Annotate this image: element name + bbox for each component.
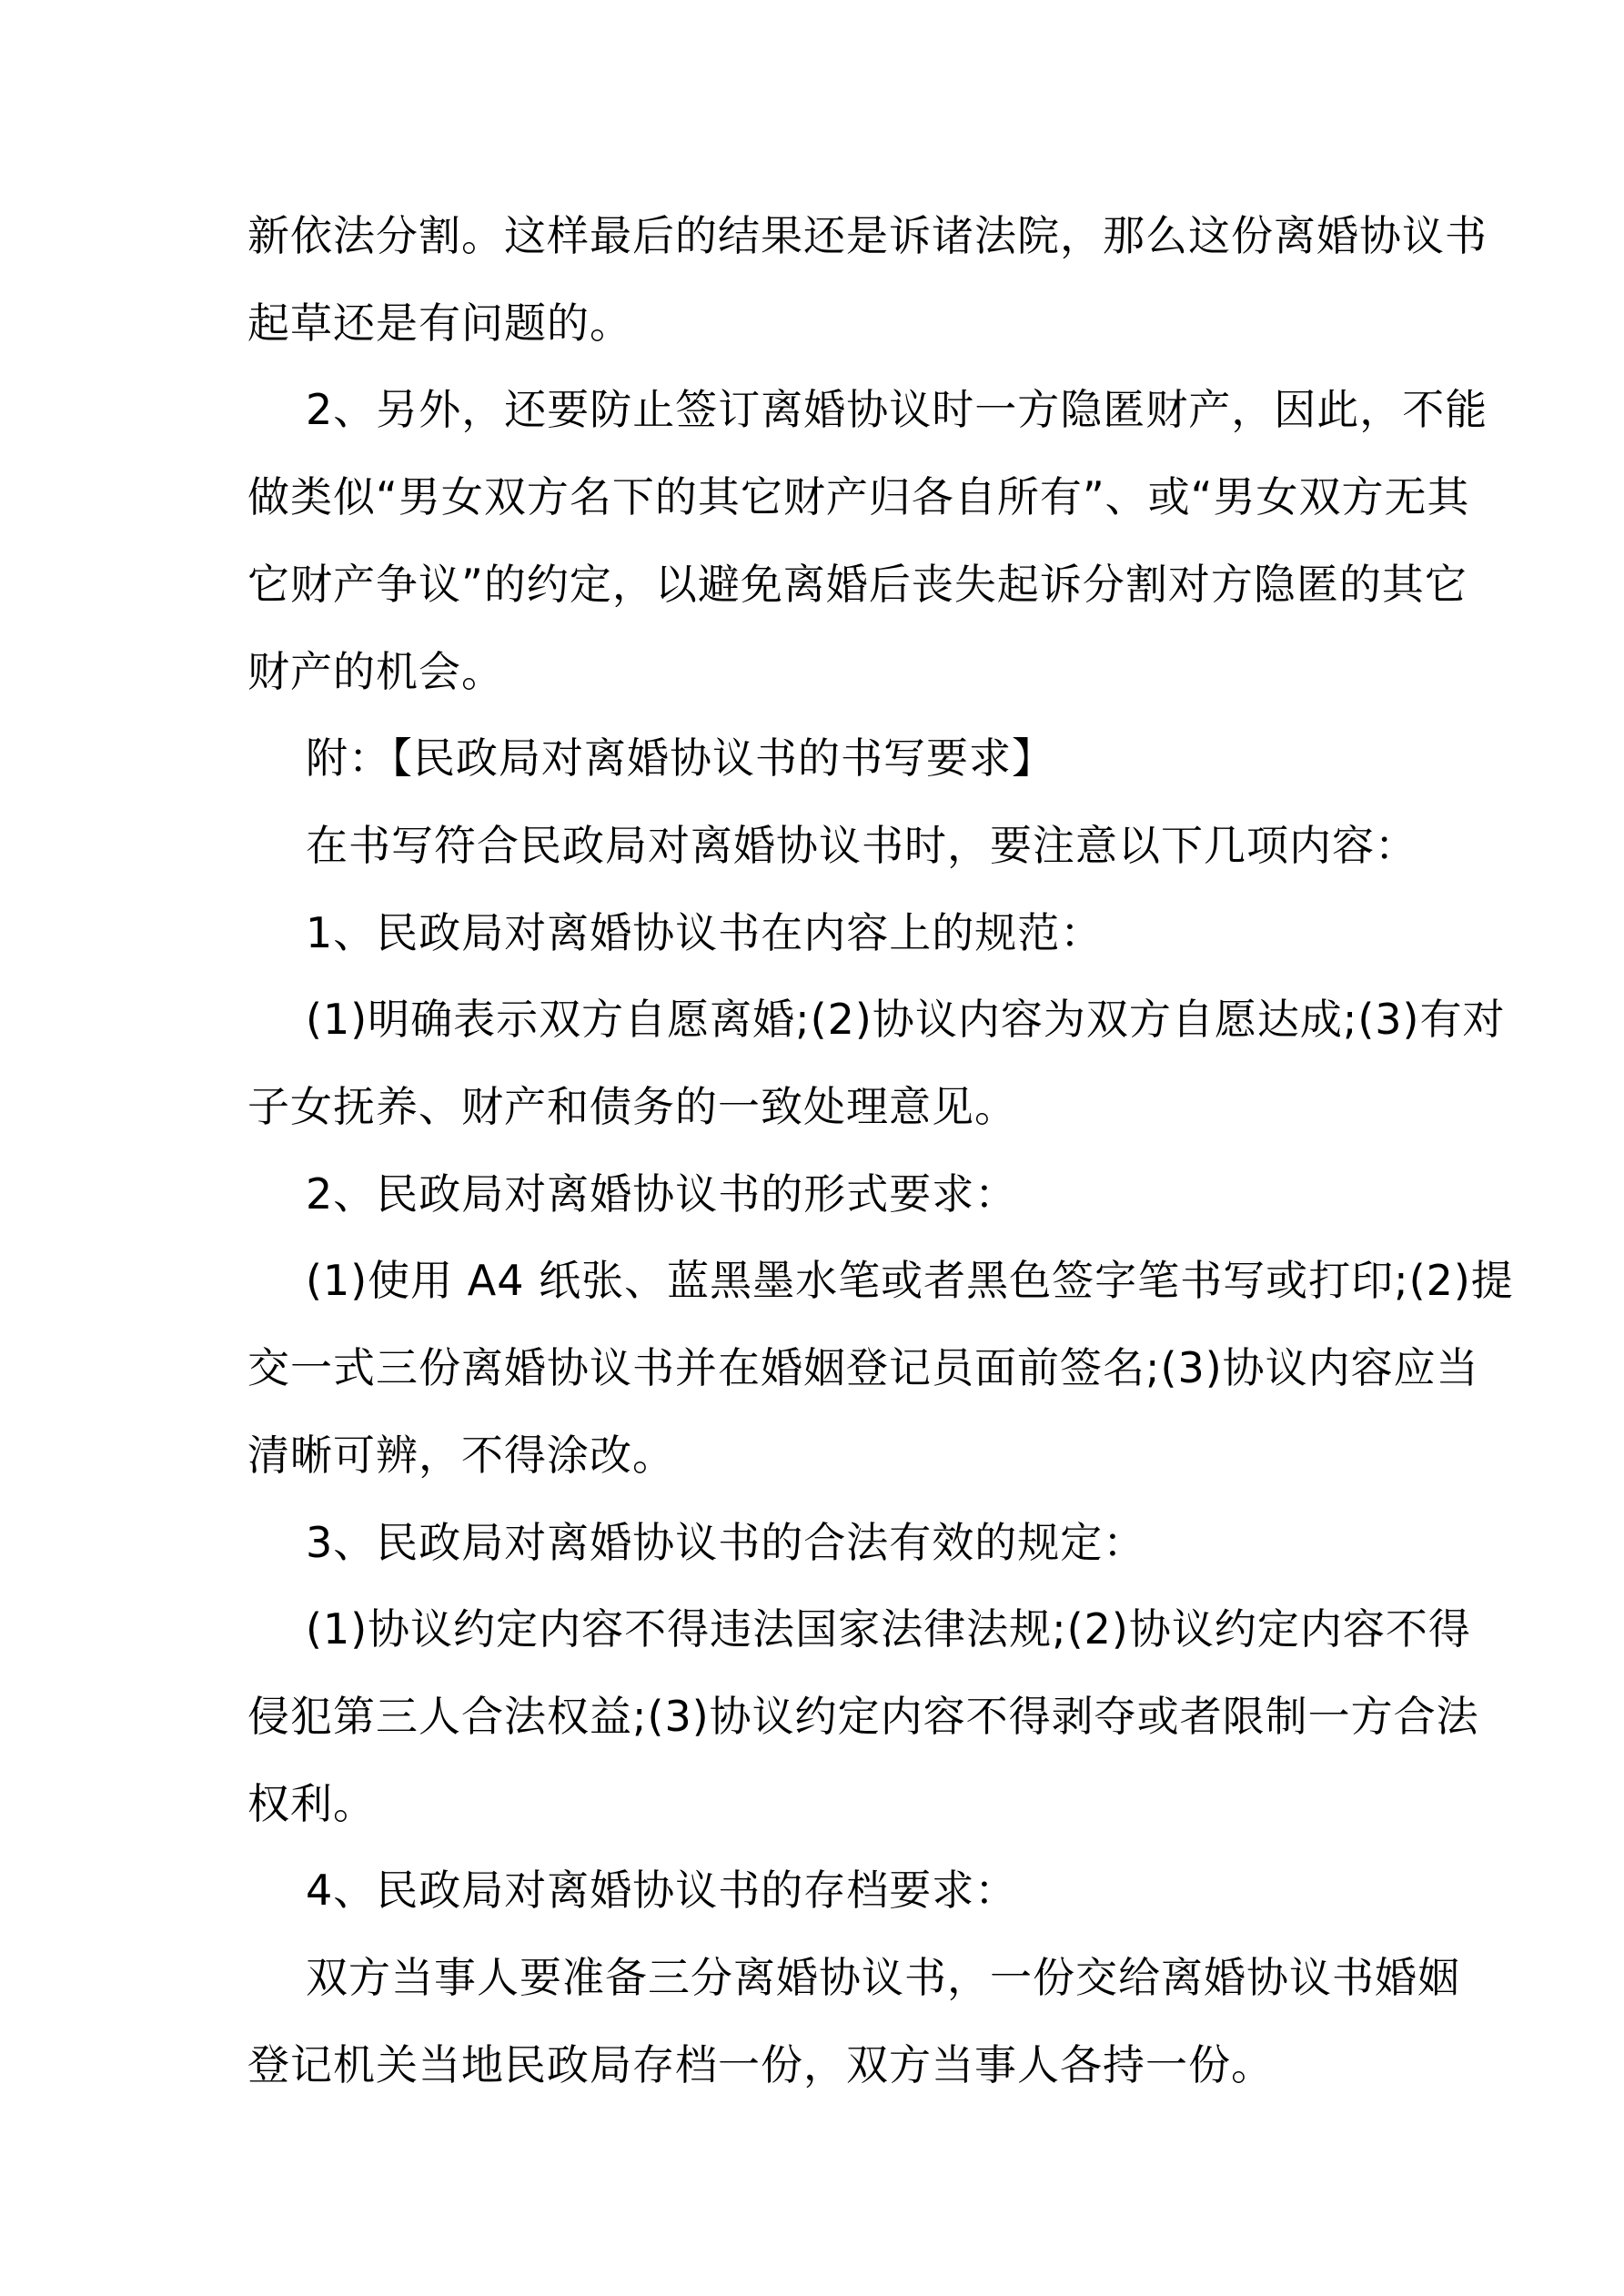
body-text-line: 它财产争议”的约定，以避免离婚后丧失起诉分割对方隐匿的其它 (247, 560, 1468, 609)
body-text-line: 起草还是有问题的。 (247, 298, 632, 348)
body-text-line: 子女抚养、财产和债务的一致处理意见。 (247, 1082, 1017, 1131)
body-text-line: 财产的机会。 (247, 647, 504, 696)
body-text-line: 做类似“男女双方名下的其它财产归各自所有”、或“男女双方无其 (247, 472, 1470, 521)
body-text-line: 在书写符合民政局对离婚协议书时，要注意以下几项内容： (306, 821, 1417, 870)
body-text-line: 双方当事人要准备三分离婚协议书，一份交给离婚协议书婚姻 (306, 1953, 1460, 2002)
body-text-line: (1)明确表示双方自愿离婚;(2)协议内容为双方自愿达成;(3)有对 (306, 995, 1506, 1044)
section-heading: 2、民政局对离婚协议书的形式要求： (306, 1169, 1018, 1219)
section-heading: 3、民政局对离婚协议书的合法有效的规定： (306, 1518, 1146, 1567)
body-text-line: 2、另外，还要防止签订离婚协议时一方隐匿财产，因此，不能 (306, 385, 1488, 434)
section-heading: 1、民政局对离婚协议书在内容上的规范： (306, 908, 1104, 957)
body-text-line: 登记机关当地民政局存档一份，双方当事人各持一份。 (247, 2040, 1274, 2089)
body-text-line: 权利。 (247, 1779, 376, 1828)
body-text-line: (1)协议约定内容不得违法国家法律法规;(2)协议约定内容不得 (306, 1604, 1471, 1654)
body-text-line: 新依法分割。这样最后的结果还是诉诸法院，那么这份离婚协议书 (247, 211, 1488, 260)
body-text-line: 交一式三份离婚协议书并在婚姻登记员面前签名;(3)协议内容应当 (247, 1343, 1479, 1392)
body-text-line: (1)使用 A4 纸张、蓝黑墨水笔或者黑色签字笔书写或打印;(2)提 (306, 1256, 1514, 1305)
body-text-line: 侵犯第三人合法权益;(3)协议约定内容不得剥夺或者限制一方合法 (247, 1692, 1479, 1741)
body-text-line: 清晰可辨，不得涂改。 (247, 1431, 675, 1480)
appendix-heading: 附：【民政局对离婚协议书的书写要求】 (306, 733, 1054, 783)
section-heading: 4、民政局对离婚协议书的存档要求： (306, 1866, 1018, 1915)
